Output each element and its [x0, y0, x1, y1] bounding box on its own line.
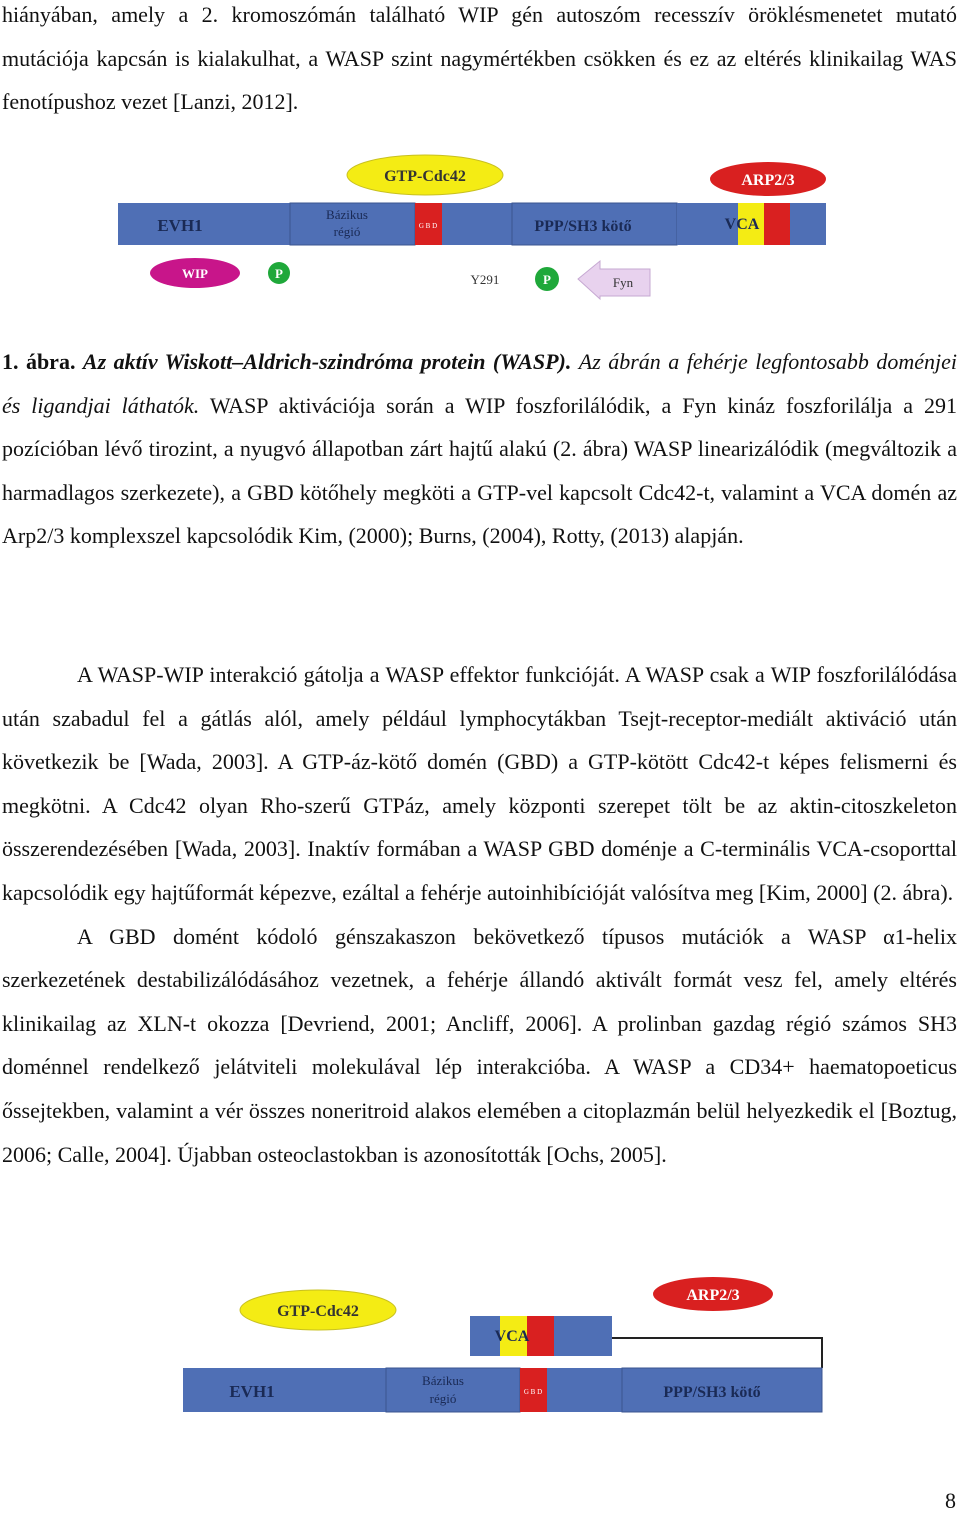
caption-text: WASP aktivációja során a WIP foszforilálódik, a Fyn kináz foszforilálja a 291 pozícióban lévő tirozint, a nyugvó állapotban zárt hajtű alakú (2. ábra) WASP linearizálódik (megváltozik a harmadlagos szerkezete), a GBD kötőhely megköti a GTP-vel kapcsolt Cdc42-t, valamint a VCA domén az Arp2/3 komplexszel kapcsolódik Kim, (2000); Burns, (2004), Rotty, (2013) alapján. — [2, 392, 957, 549]
paragraph-wasp-wip — [2, 653, 957, 1176]
pre-vca-domain — [677, 203, 711, 245]
y291-label: Y291 — [470, 272, 500, 287]
vca-label: VCA — [724, 216, 760, 233]
hairpin-line — [612, 1338, 822, 1368]
basic-label-2: régió — [333, 224, 361, 239]
basic-label-2-1: Bázikus — [422, 1373, 464, 1388]
figure-2-wasp-inactive — [0, 1268, 960, 1428]
phospho-p-label-2: P — [543, 272, 551, 287]
figure-1-caption — [2, 340, 957, 558]
caption-label: 1. ábra. — [2, 349, 76, 374]
gbd-label-2: G B D — [523, 1388, 543, 1396]
basic-label-1: Bázikus — [326, 207, 368, 222]
page-number: 8 — [945, 1488, 956, 1513]
figure-1-diagram — [0, 148, 960, 308]
arp23-label-2: ARP2/3 — [686, 1287, 740, 1304]
phospho-p-label-1: P — [275, 266, 283, 281]
caption-title: Az aktív Wiskott–Aldrich-szindróma protein (WASP). — [82, 349, 572, 374]
vca-label-2: VCA — [494, 1328, 530, 1345]
wip-label: WIP — [182, 266, 208, 281]
gtp-cdc42-label-2: GTP-Cdc42 — [277, 1303, 359, 1320]
vca-a — [764, 203, 790, 245]
caption-italic: Az ábrán a fehérje legfontosabb doménjei és ligandjai láthatók. — [2, 349, 958, 418]
evh1-domain-2 — [183, 1368, 386, 1412]
c-terminal — [790, 203, 826, 245]
linker-bottom — [547, 1368, 622, 1412]
figure-2-diagram — [0, 1268, 960, 1428]
ppp-sh3-label: PPP/SH3 kötő — [534, 218, 632, 235]
linker-top — [554, 1316, 612, 1356]
vca-a-2 — [527, 1316, 554, 1356]
evh1-domain — [118, 203, 290, 245]
paragraph-wasp-wip-text: A WASP-WIP interakció gátolja a WASP effektor funkcióját. A WASP csak a WIP foszforilálódása után szabadul fel a gátlás alól, amely például lymphocytákban Tsejt-receptor-mediált aktiváció után következik be [Wada, 2003]. A GTP-áz-kötő domén (GBD) a GTP-kötött Cdc42-t képes felismerni és megkötni. A Cdc42 olyan Rho-szerű GTPáz, amely központi szerepet tölt be az aktin-citoszkeleton összerendezésében [Wada, 2003]. Inaktív formában a WASP GBD doménje a C-terminális VCA-csoporttal kapcsolódik egy hajtűformát képezve, ezáltal a fehérje autoinhibícióját valósítva meg [Kim, 2000] (2. ábra). — [2, 662, 957, 905]
paragraph-gbd-text: A GBD domént kódoló génszakaszon bekövetkező típusos mutációk a WASP α1-helix szerkezetének destabilizálódásához vezetnek, a fehérje állandó aktivált formát vesz fel, amely eltérés klinikailag az XLN-t okozza [Devriend, 2001; Ancliff, 2006]. A prolinban gazdag régió számos SH3 doménnel rendelkező jelátviteli molekulával lép interakcióba. A WASP a CD34+ haematopoeticus őssejtekben, valamint a vér összes noneritroid alakos elemében a citoplazmán belül helyezkedik el [Boztug, 2006; Calle, 2004]. Újabban osteoclastokban is azonosították [Ochs, 2005]. — [2, 923, 957, 1167]
basic-label-2-2: régió — [429, 1391, 457, 1406]
evh1-label: EVH1 — [157, 216, 203, 235]
evh1-label-2: EVH1 — [229, 1382, 275, 1401]
arp23-label: ARP2/3 — [741, 172, 795, 189]
fyn-label: Fyn — [612, 275, 634, 290]
gtp-cdc42-label: GTP-Cdc42 — [384, 168, 466, 185]
gbd-label: G B D — [418, 222, 438, 230]
linker-domain — [442, 203, 512, 245]
ppp-sh3-label-2: PPP/SH3 kötő — [663, 1384, 761, 1401]
paragraph-intro: hiányában, amely a 2. kromoszómán található WIP gén autoszóm recesszív öröklésmenetet mutató mutációja kapcsán is kialakulhat, a WASP szint nagymértékben csökken és ez az eltérés klinikailag WAS fenotípushoz vezet [Lanzi, 2012]. — [2, 2, 957, 115]
figure-1-wasp-active — [0, 148, 960, 308]
